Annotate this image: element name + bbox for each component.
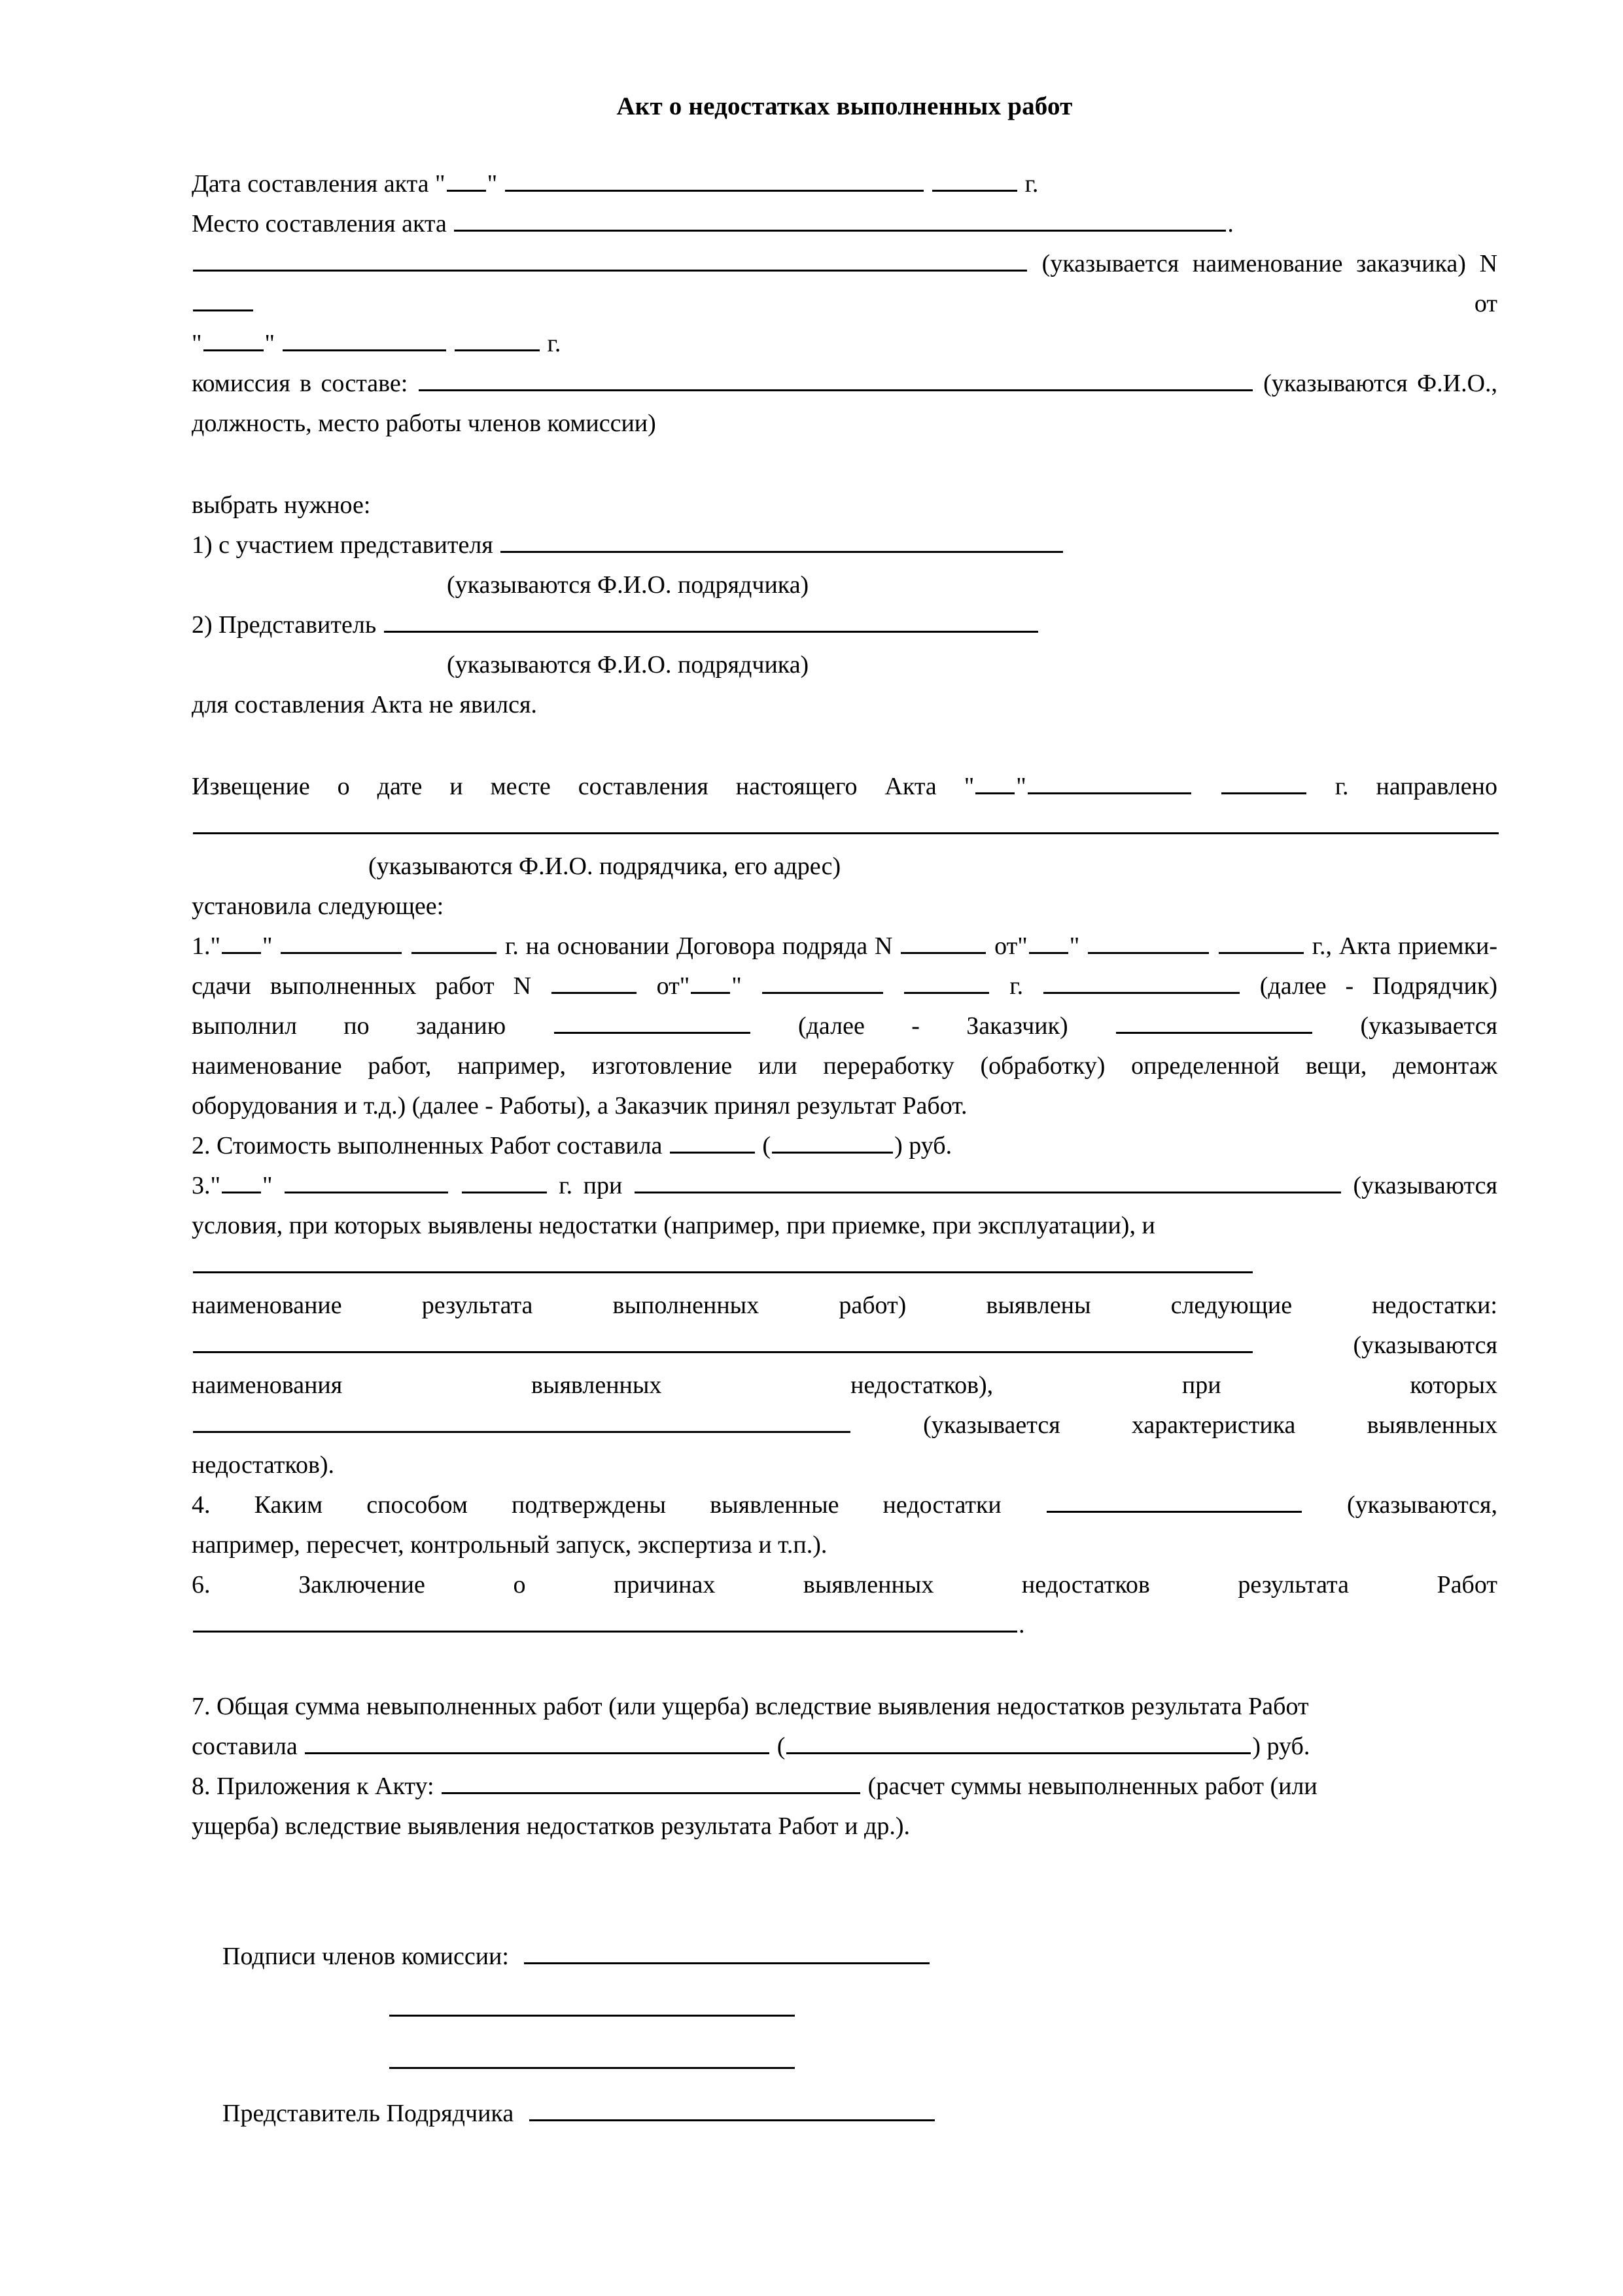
act-day-blank[interactable] <box>203 326 264 351</box>
choice-option-1 <box>192 525 1497 565</box>
clause-1-q2-open: " <box>1017 932 1028 960</box>
clause-3-l5: наименования выявленных недостатков), при которых <box>192 1371 1497 1399</box>
clause-3-hint-3: (указывается характеристика выявленных <box>923 1411 1497 1439</box>
clause-1-q2-close: " <box>1069 932 1080 960</box>
clause-3-conditions-blank[interactable] <box>635 1168 1341 1193</box>
spacer <box>192 725 1497 767</box>
clause-1-l2-d: (далее - Подрядчик) <box>1259 972 1498 1000</box>
clause-1-q3-close: " <box>731 972 742 1000</box>
place-label: Место составления акта <box>192 209 447 238</box>
clause-2-text-a: Стоимость выполненных Работ составила <box>217 1131 663 1159</box>
choice-instruction <box>192 486 1497 525</box>
clause-7-l2-c: ) руб. <box>1252 1732 1310 1760</box>
from-label: от <box>1474 289 1497 317</box>
act-number-blank[interactable] <box>193 286 253 311</box>
clause-3-defects-blank[interactable] <box>193 1328 1253 1353</box>
contractor-signature-blank[interactable] <box>529 2096 804 2121</box>
choice-option-1-hint-line <box>192 565 1497 605</box>
commission-line <box>192 364 1497 404</box>
notice-quote-close: " <box>1016 772 1026 800</box>
clause-8-line-1 <box>192 1767 1497 1807</box>
clause-7-line-1 <box>192 1687 1497 1727</box>
clause-3-q-close: " <box>262 1171 273 1199</box>
clause-1-l3-a: выполнил по заданию <box>192 1012 506 1040</box>
not-appeared-text: для составления Акта не явился. <box>192 690 537 718</box>
clause-3-line-5 <box>192 1366 1497 1405</box>
quote-open: " <box>435 169 445 198</box>
clause-6-line-1 <box>192 1565 1497 1605</box>
clause-6-text: Заключение о причинах выявленных недостатков результата Работ <box>298 1570 1497 1598</box>
clause-2-text-c: ) руб. <box>894 1131 952 1159</box>
clause-3-result-name-blank[interactable] <box>193 1248 1253 1273</box>
contract-number-blank[interactable] <box>901 928 986 954</box>
spacer <box>192 444 1497 486</box>
option-1-label: 1) с участием представителя <box>192 531 493 559</box>
contractor-name-blank[interactable] <box>1043 968 1240 994</box>
clause-8-l2: ущерба) вследствие выявления недостатков результата Работ и др.). <box>192 1812 910 1840</box>
commission-hint-line <box>192 404 1497 444</box>
clause-8-number: 8. <box>192 1772 211 1800</box>
clause-1-l3-c: (указывается <box>1360 1012 1498 1040</box>
clause-3-line-6 <box>192 1405 1497 1445</box>
notice-hint-line <box>192 847 1497 887</box>
clause-1-line-4 <box>192 1046 1497 1086</box>
clause-6-period: . <box>1019 1610 1025 1638</box>
clause-1-month-blank[interactable] <box>281 928 402 954</box>
clause-1-l2-a: сдачи выполненных работ N <box>192 972 531 1000</box>
year-suffix: г. <box>1024 169 1039 198</box>
notice-quote-open: " <box>964 772 975 800</box>
clause-1-quote-close: " <box>262 932 273 960</box>
clause-3-day-blank[interactable] <box>222 1168 261 1193</box>
clause-8-text-a: Приложения к Акту: <box>217 1772 434 1800</box>
contract-month-blank[interactable] <box>1088 928 1209 954</box>
cost-figures-blank[interactable] <box>670 1128 755 1154</box>
signatures-commission-label: Подписи членов комиссии: <box>222 1942 509 1970</box>
clause-3-blank-row-1 <box>192 1246 1497 1286</box>
clause-3-line-1 <box>192 1166 1497 1206</box>
notice-sent-word: направлено <box>1376 772 1498 800</box>
clause-3-l2: условия, при которых выявлены недостатки (например, при приемке, при эксплуатации), и <box>192 1211 1155 1239</box>
clause-1-line-1 <box>192 927 1497 966</box>
clause-1-text-b: от <box>994 932 1018 960</box>
clause-3-l3: наименование результата выполненных работ) выявлены следующие недостатки: <box>192 1291 1497 1319</box>
choice-option-2 <box>192 605 1497 645</box>
clause-3-number: 3. <box>192 1171 211 1199</box>
clause-7-line-2 <box>192 1727 1497 1767</box>
quote-close-2: " <box>264 329 275 357</box>
clause-1-line-2 <box>192 966 1497 1006</box>
clause-6-conclusion-blank[interactable] <box>193 1607 1017 1633</box>
clause-4-text-a: Каким способом подтверждены выявленные недостатки <box>254 1491 1002 1519</box>
notice-year-blank[interactable] <box>1221 769 1306 794</box>
notice-year-suffix: г. <box>1335 772 1349 800</box>
clause-1-quote-open: " <box>210 932 221 960</box>
commission-name-blank-3[interactable] <box>664 2043 795 2069</box>
contract-day-blank[interactable] <box>1029 928 1068 954</box>
clause-7-text: Общая сумма невыполненных работ (или ущерба) вследствие выявления недостатков результата Работ <box>217 1692 1309 1720</box>
attachments-blank[interactable] <box>442 1769 860 1794</box>
act-date-line <box>192 324 1497 364</box>
not-appeared-line <box>192 685 1497 725</box>
clause-4-line-1 <box>192 1485 1497 1525</box>
date-label: Дата составления акта <box>192 169 429 198</box>
clause-3-hint-1: (указываются <box>1353 1171 1498 1199</box>
act-month-blank[interactable] <box>283 326 446 351</box>
notice-month-blank[interactable] <box>1028 769 1191 794</box>
signature-row-3 <box>222 2035 1497 2087</box>
option-1-blank[interactable] <box>500 527 1063 553</box>
clause-3-year-blank[interactable] <box>462 1168 547 1193</box>
option-2-label: 2) Представитель <box>192 610 377 639</box>
contractor-name-blank[interactable] <box>804 2096 935 2121</box>
clause-4-number: 4. <box>192 1491 211 1519</box>
place-blank[interactable] <box>454 206 1226 232</box>
option-2-blank[interactable] <box>384 607 1038 633</box>
signature-block <box>192 1930 1497 2140</box>
clause-6-number: 6. <box>192 1570 211 1598</box>
year-suffix-2: г. <box>547 329 561 357</box>
clause-7-l2-a: составила <box>192 1732 298 1760</box>
commission-members-blank[interactable] <box>419 366 1253 391</box>
quote-close: " <box>487 169 498 198</box>
notice-address-blank[interactable] <box>193 809 1499 834</box>
clause-2-line <box>192 1126 1497 1166</box>
place-line <box>192 204 1497 244</box>
notice-text-1: Извещение о дате и месте составления настоящего Акта <box>192 772 937 800</box>
clause-3-hint-2: (указываются <box>1353 1331 1497 1359</box>
clause-1-line-5 <box>192 1086 1497 1126</box>
task-blank[interactable] <box>554 1008 750 1034</box>
notice-address-blank-line <box>192 807 1497 847</box>
commission-name-blank-1[interactable] <box>799 1939 930 1964</box>
commission-signature-blank-1[interactable] <box>524 1939 799 1964</box>
acceptance-day-blank[interactable] <box>691 968 730 994</box>
date-day-blank[interactable] <box>447 166 486 192</box>
customer-hint: (указывается наименование заказчика) <box>1041 249 1466 277</box>
commission-label: комиссия в составе: <box>192 369 408 397</box>
clause-3-line-2 <box>192 1206 1497 1246</box>
clause-4-line-2 <box>192 1525 1497 1565</box>
clause-2-number: 2. <box>192 1131 211 1159</box>
clause-4-hint: (указываются, <box>1346 1491 1498 1519</box>
acceptance-year-blank[interactable] <box>904 968 989 994</box>
document-body <box>192 0 1497 2140</box>
clause-3-line-7 <box>192 1445 1497 1485</box>
commission-signature-blank-3[interactable] <box>389 2043 664 2069</box>
clause-7-number: 7. <box>192 1692 211 1720</box>
commission-signature-blank-2[interactable] <box>389 1991 664 2017</box>
spacer <box>192 1645 1497 1687</box>
page-title: Акт о недостатках выполненных работ <box>616 92 1073 120</box>
established-line <box>192 887 1497 927</box>
commission-hint-1: (указываются Ф.И.О., <box>1263 369 1498 397</box>
date-month-blank[interactable] <box>505 166 924 192</box>
cost-words-blank[interactable] <box>772 1128 893 1154</box>
clause-4-method-blank[interactable] <box>1047 1487 1302 1513</box>
signatures-contractor-label: Представитель Подрядчика <box>222 2099 514 2127</box>
clause-8-hint: (расчет суммы невыполненных работ (или <box>867 1772 1318 1800</box>
clause-4-l2: например, пересчет, контрольный запуск, экспертиза и т.п.). <box>192 1530 828 1559</box>
total-words-blank[interactable] <box>786 1729 1251 1754</box>
clause-1-l2-c: г. <box>1009 972 1024 1000</box>
customer-name-blank[interactable] <box>193 246 1027 272</box>
clause-1-q3-open: " <box>679 972 690 1000</box>
established-text: установила следующее: <box>192 892 444 920</box>
clause-1-year-blank[interactable] <box>411 928 497 954</box>
act-year-blank[interactable] <box>455 326 540 351</box>
quote-open-2: " <box>192 329 202 357</box>
clause-1-line-3 <box>192 1006 1497 1046</box>
clause-3-characteristic-blank[interactable] <box>193 1407 850 1433</box>
option-1-hint: (указываются Ф.И.О. подрядчика) <box>447 571 809 599</box>
clause-3-q-open: " <box>210 1171 221 1199</box>
customer-number-line <box>192 244 1497 324</box>
signature-row-contractor <box>222 2087 1497 2140</box>
commission-hint-2: должность, место работы членов комиссии) <box>192 409 656 437</box>
choice-option-2-hint-line <box>192 645 1497 685</box>
signature-row-commission <box>222 1930 1497 1983</box>
number-marker: N <box>1479 249 1498 277</box>
clause-7-paren-open: ( <box>777 1732 786 1760</box>
choice-instruction-text: выбрать нужное: <box>192 491 371 519</box>
clause-1-l4: наименование работ, например, изготовление или переработку (обработку) определенной вещи, демонтаж <box>192 1051 1497 1080</box>
customer-blank[interactable] <box>1116 1008 1312 1034</box>
clause-3-line-4 <box>192 1326 1497 1366</box>
clause-8-line-2 <box>192 1807 1497 1846</box>
notice-line <box>192 767 1497 807</box>
clause-1-text-a: г. на основании Договора подряда N <box>505 932 893 960</box>
clause-3-month-blank[interactable] <box>285 1168 448 1193</box>
total-figures-blank[interactable] <box>305 1729 769 1754</box>
place-end-period: . <box>1227 209 1234 238</box>
spacer <box>192 122 1497 164</box>
clause-1-l5: оборудования и т.д.) (далее - Работы), а Заказчик принял результат Работ. <box>192 1091 968 1120</box>
clause-1-text-c: г., Акта приемки- <box>1312 932 1498 960</box>
date-line <box>192 164 1497 204</box>
clause-2-paren-open: ( <box>762 1131 771 1159</box>
option-2-hint: (указываются Ф.И.О. подрядчика) <box>447 650 809 679</box>
acceptance-month-blank[interactable] <box>762 968 883 994</box>
clause-1-l3-b: (далее - Заказчик) <box>797 1012 1068 1040</box>
clause-1-day-blank[interactable] <box>222 928 261 954</box>
notice-hint: (указываются Ф.И.О. подрядчика, его адрес) <box>368 852 841 880</box>
clause-3-line-3 <box>192 1286 1497 1326</box>
notice-day-blank[interactable] <box>975 769 1015 794</box>
clause-1-number: 1. <box>192 932 211 960</box>
commission-name-blank-2[interactable] <box>664 1991 795 2017</box>
contract-year-blank[interactable] <box>1219 928 1304 954</box>
clause-3-text-a: г. при <box>559 1171 623 1199</box>
date-year-blank[interactable] <box>932 166 1017 192</box>
signature-row-2 <box>222 1983 1497 2035</box>
clause-6-line-2 <box>192 1605 1497 1645</box>
clause-1-l2-b: от <box>656 972 680 1000</box>
acceptance-number-blank[interactable] <box>551 968 637 994</box>
clause-3-l7: недостатков). <box>192 1451 335 1479</box>
